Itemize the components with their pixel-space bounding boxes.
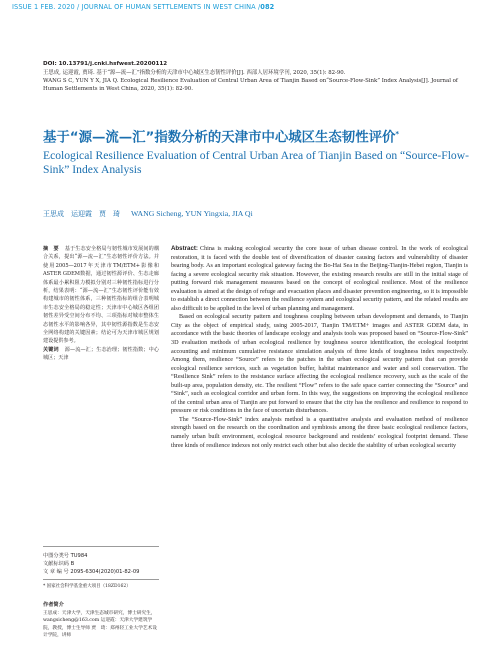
authors-en: WANG Sicheng, YUN Yingxia, JIA Qi: [130, 209, 253, 218]
abstract-en-label: Abstract:: [171, 245, 198, 252]
author-info-label: 作者简介: [43, 602, 64, 608]
author-info-text: 王思成：天津大学，天津生态城市研究，博士研究生，wangsicheng@163.com 运迎霞：天津大学建筑学院，教授，博士生导师 贾 琦：郑州轻工业大学艺术设计学院，讲师: [43, 610, 157, 639]
abstract-en-paragraph: Based on ecological security pattern and toughness coupling between urban development and demands, to Tianjin City as the object of empirical study, using 2005-2017, Tianjin TM/ETM+ images and ASTER GDEM data, in accordance with the basic theories of landscape ecology and analysis tools was proposed based on “Source-Flow-Sink” 3D evaluation methods of urban ecological resilience by toughness source identification, the ecological footprint accounting and minimum cumulative resistance simulation analysis of three kinds of toughness index respectively. Among them, resilience “Source” refers to the patches in the urban ecological security pattern that can provide ecological resilience services, such as vegetation buffer, habitat maintenance and water and soil conservation. The “Resilience Sink” refers to the resistance surface affecting the ecological resilience recovery, such as the scale of the built-up area, population density, etc. The resilient “Flow” refers to the safe space carrier connecting the “Source” and “Sink”, such as ecological corridor and urban form. In this way, the suggestions on improving the ecological resilience of the central urban area of Tianjin are put forward to ensure that the city has the resilience and resilience to respond to pressure or risk conditions in the face of uncertain disturbances.: [171, 314, 468, 415]
abstract-en-text-1: China is making ecological security the core issue of urban disease control. In the work of ecological restoration, it is faced with the double test of diversification of disaster causing factors and vulnerability of disaster bearing body. As an important ecological gateway facing the Bo-Hai Sea in the Beijing-Tianjin-Hebei region, Tianjin is facing a severe ecological security risk situation. However, the existing research results are still in the initial stage of putting forward risk management measures based on the concept of ecological resilience. Most of the resilience evaluation is aimed at the design of refuge and evacuation places and disaster prevention engineering, so it is impossible to establish a direct connection between the resilience system and ecological security pattern, and the related results are also difficult to be applied in the level of urban planning and management.: [171, 246, 468, 312]
abstract-zh-text: 基于生态安全格局与韧性城市发展间的耦合关系，提出“源—流—汇”生态韧性评价方法。并使用2005—2017年天津市TM/ETM+影像和ASTER GDEM数据，通过韧性源评价、生态走廊体系最小累积阻力模拟分别对三种韧性指标进行分析，结果表明：“源—流—汇”生态韧性评价能有效构建城市的韧性体系，三种韧性指标的组合表明城市生态安全格局的稳定性；天津市中心城区各组团韧性差异受空间分布不均、三项指标对城市整体生态韧性水平的影响各异，其中韧性源指数是生态安全网络构建的关键因素；结论可为天津市城区规划建设提供参考。: [43, 246, 159, 345]
issue-text: ISSUE 1 FEB. 2020 / JOURNAL OF HUMAN SETTLEMENTS IN WEST CHINA /: [12, 3, 261, 11]
keywords-zh: [43, 346, 159, 363]
left-column: [43, 245, 159, 363]
title-footnote-mark: *: [395, 130, 400, 138]
authors-zh: 王思成 运迎霞 贾 琦: [43, 210, 120, 218]
document-code: 文献标识码 B: [43, 561, 75, 568]
classification-block: [43, 552, 159, 577]
keywords-zh-text: 源—流—汇；生态治理；韧性指数；中心城区；天津: [43, 346, 159, 362]
title-zh: [43, 126, 473, 146]
abstract-en-paragraph: [171, 245, 468, 313]
author-line: [43, 209, 463, 219]
issue-line: [12, 3, 274, 11]
left-divider-bottom: [43, 579, 159, 580]
abstract-zh: [43, 245, 159, 346]
journal-header: [0, 0, 502, 18]
abstract-en: [171, 245, 468, 450]
doi[interactable]: DOI: 10.13791/j.cnki.hsfwest.20200112: [43, 61, 168, 67]
title-zh-text: 基于“源—流—汇”指数分析的天津市中心城区生态韧性评价: [43, 130, 396, 146]
author-info: [43, 602, 159, 640]
keywords-zh-label: 关键词: [43, 346, 59, 353]
page-number: 082: [260, 3, 275, 11]
funding-note: * 国家社会科学基金重大项目（18ZD162）: [43, 584, 131, 589]
citation-zh: 王思成, 运迎霞, 贾琦. 基于“源—流—汇”指数分析的天津市中心城区生态韧性评价[J]. 西部人居环境学刊, 2020, 35(1): 82-90.: [43, 70, 346, 76]
abstract-zh-label: 摘 要: [43, 246, 59, 252]
article-number: 文 章 编 号 2095-6304(2020)01-82-09: [43, 569, 140, 576]
left-divider-top: [43, 546, 159, 547]
abstract-en-paragraph: The “Source-Flow-Sink” index analysis method is a quantitative analysis and evaluation method of resilience strength based on the research on the coordination and symbiosis among the three basic ecological resilience factors, namely urban built environment, ecological resource background and residents’ ecological footprint demand. These three kinds of resilience indexes not only restrict each other but also decide the stability of urban ecological security: [171, 416, 468, 449]
citation-en: WANG S C, YUN Y X, JIA Q. Ecological Resilience Evaluation of Central Urban Area of Tianjin Based on“Source-Flow-Sink” Index Analysis[J]. Journal of Human Settlements in West China, 2020, 35(1): 82-90.: [43, 78, 458, 92]
clc-code: 中图分类号 TU984: [43, 553, 88, 559]
title-en: Ecological Resilience Evaluation of Central Urban Area of Tianjin Based on “Source-Flow-Sink” Index Analysis: [43, 149, 469, 176]
citation-block: [43, 60, 463, 93]
